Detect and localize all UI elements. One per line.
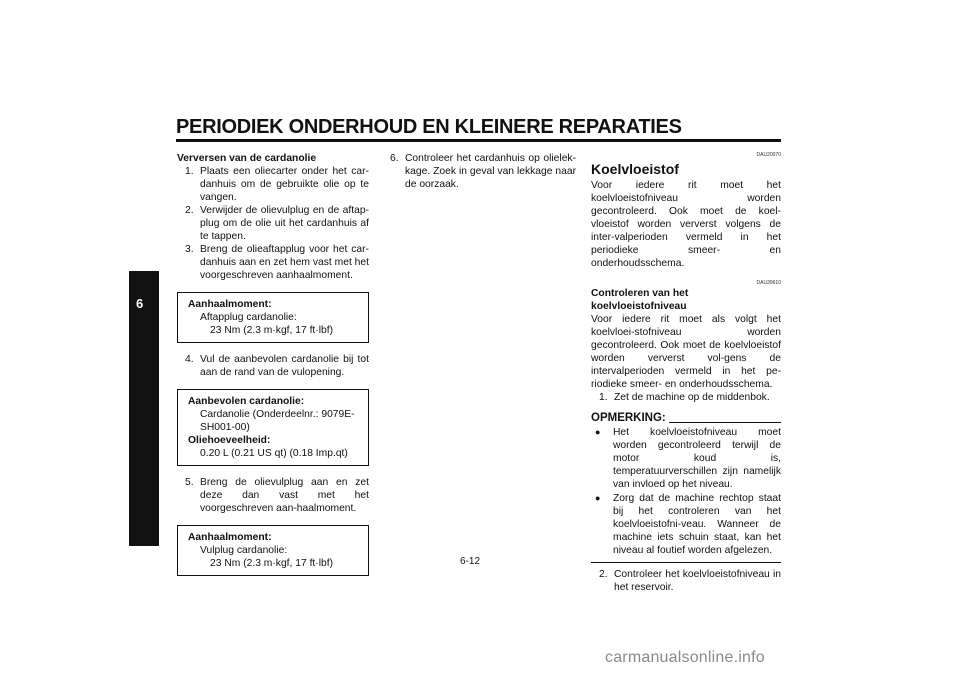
step-2 bbox=[177, 204, 369, 243]
bullet-text: Zorg dat de machine rechtop staat bij het controleren van het koelvloeistofni-veau. Wanneer de machine iets schuin staat, kan het niveau al foutief worden afgelezen. bbox=[613, 493, 781, 556]
spec-label: Aanhaalmoment: bbox=[188, 532, 272, 543]
reference-code: DAU39610 bbox=[756, 280, 781, 286]
note-end-rule bbox=[591, 562, 781, 563]
spec-label: Aanhaalmoment: bbox=[188, 299, 272, 310]
step-2 bbox=[591, 568, 781, 594]
oil-spec-box bbox=[177, 389, 369, 466]
column-3 bbox=[591, 152, 781, 594]
spec-value: 23 Nm (2.3 m·kgf, 17 ft·lbf) bbox=[210, 558, 334, 569]
step-text: Zet de machine op de middenbok. bbox=[614, 392, 770, 403]
step-number: 2. bbox=[599, 569, 608, 580]
step-4 bbox=[177, 353, 369, 379]
spec-value: 23 Nm (2.3 m·kgf, 17 ft·lbf) bbox=[210, 325, 334, 336]
sub-title: Controleren van het koelvloeistofniveau bbox=[591, 288, 689, 312]
step-text: Vul de aanbevolen cardanolie bij tot aan de rand van de vulopening. bbox=[200, 354, 369, 378]
torque-spec-box-drain bbox=[177, 292, 369, 343]
step-number: 1. bbox=[185, 166, 194, 177]
torque-spec-box-fill bbox=[177, 525, 369, 576]
chapter-number: 6 bbox=[136, 296, 144, 311]
page-number: 6-12 bbox=[460, 556, 481, 567]
spec-line: Aftapplug cardanolie: bbox=[200, 312, 297, 323]
column-2 bbox=[390, 152, 576, 191]
step-3 bbox=[177, 243, 369, 282]
step-6 bbox=[390, 152, 576, 191]
step-1 bbox=[177, 165, 369, 204]
step-text: Controleer het cardanhuis op olielek-kage. Zoek in geval van lekkage naar de oorzaak. bbox=[405, 153, 576, 190]
watermark: carmanualsonline.info bbox=[605, 649, 765, 666]
note-bullet bbox=[591, 492, 781, 557]
spec-label: Oliehoeveelheid: bbox=[188, 435, 271, 446]
step-text: Breng de olieaftapplug voor het car-danhuis aan en zet hem vast met het voorgeschreven aanhaalmoment. bbox=[200, 244, 369, 281]
header-rule bbox=[176, 139, 781, 142]
filled-circle-icon: ● bbox=[595, 493, 601, 503]
step-text: Plaats een oliecarter onder het car-danhuis om de gebruikte olie op te vangen. bbox=[200, 166, 369, 203]
step-number: 6. bbox=[390, 153, 399, 164]
page-title: PERIODIEK ONDERHOUD EN KLEINERE REPARATIES bbox=[176, 116, 682, 138]
spec-line: Cardanolie (Onderdeelnr.: 9079E-SH001-00) bbox=[200, 409, 355, 433]
note-label: OPMERKING: bbox=[591, 412, 666, 424]
bullet-text: Het koelvloeistofniveau moet worden gecontroleerd terwijl de motor koud is, temperatuurverschillen zijn namelijk van invloed op het niveau. bbox=[613, 427, 781, 490]
spec-line: 0.20 L (0.21 US qt) (0.18 Imp.qt) bbox=[200, 448, 348, 459]
step-1 bbox=[591, 391, 781, 404]
spec-label: Aanbevolen cardanolie: bbox=[188, 396, 305, 407]
intro-paragraph: Voor iedere rit moet het koelvloeistofniveau worden gecontroleerd. Ook moet de koel-vloeistof worden ververst volgens de inter-valperioden vermeld in het periodieke smeer- en onderhoudsschema. bbox=[591, 180, 781, 269]
step-number: 5. bbox=[185, 477, 194, 488]
step-number: 2. bbox=[185, 205, 194, 216]
step-number: 3. bbox=[185, 244, 194, 255]
note-bullet bbox=[591, 426, 781, 491]
chapter-tab bbox=[129, 271, 159, 546]
step-number: 4. bbox=[185, 354, 194, 365]
step-text: Verwijder de olievulplug en de aftap-plug om de olie uit het cardanhuis af te tappen. bbox=[200, 205, 369, 242]
body-paragraph: Voor iedere rit moet als volgt het koelvloei-stofniveau worden gecontroleerd. Ook moet de koelvloeistof worden ververst vol-gens de intervalperioden vermeld in het pe-riodieke smeer- en onderhoudsschema. bbox=[591, 314, 781, 390]
filled-circle-icon: ● bbox=[595, 427, 601, 437]
spec-line: Vulplug cardanolie: bbox=[200, 545, 288, 556]
note-rule bbox=[669, 422, 781, 423]
step-number: 1. bbox=[599, 392, 608, 403]
column-1 bbox=[177, 152, 369, 586]
step-text: Controleer het koelvloeistofniveau in het reservoir. bbox=[614, 569, 781, 593]
section-heading: Verversen van de cardanolie bbox=[177, 153, 317, 164]
reference-code: DAU20070 bbox=[756, 152, 781, 158]
step-5 bbox=[177, 476, 369, 515]
step-text: Breng de olievulplug aan en zet deze dan vast met het voorgeschreven aan-haalmoment. bbox=[200, 477, 369, 514]
note-header bbox=[591, 412, 781, 425]
section-title: Koelvloeistof bbox=[591, 161, 679, 177]
